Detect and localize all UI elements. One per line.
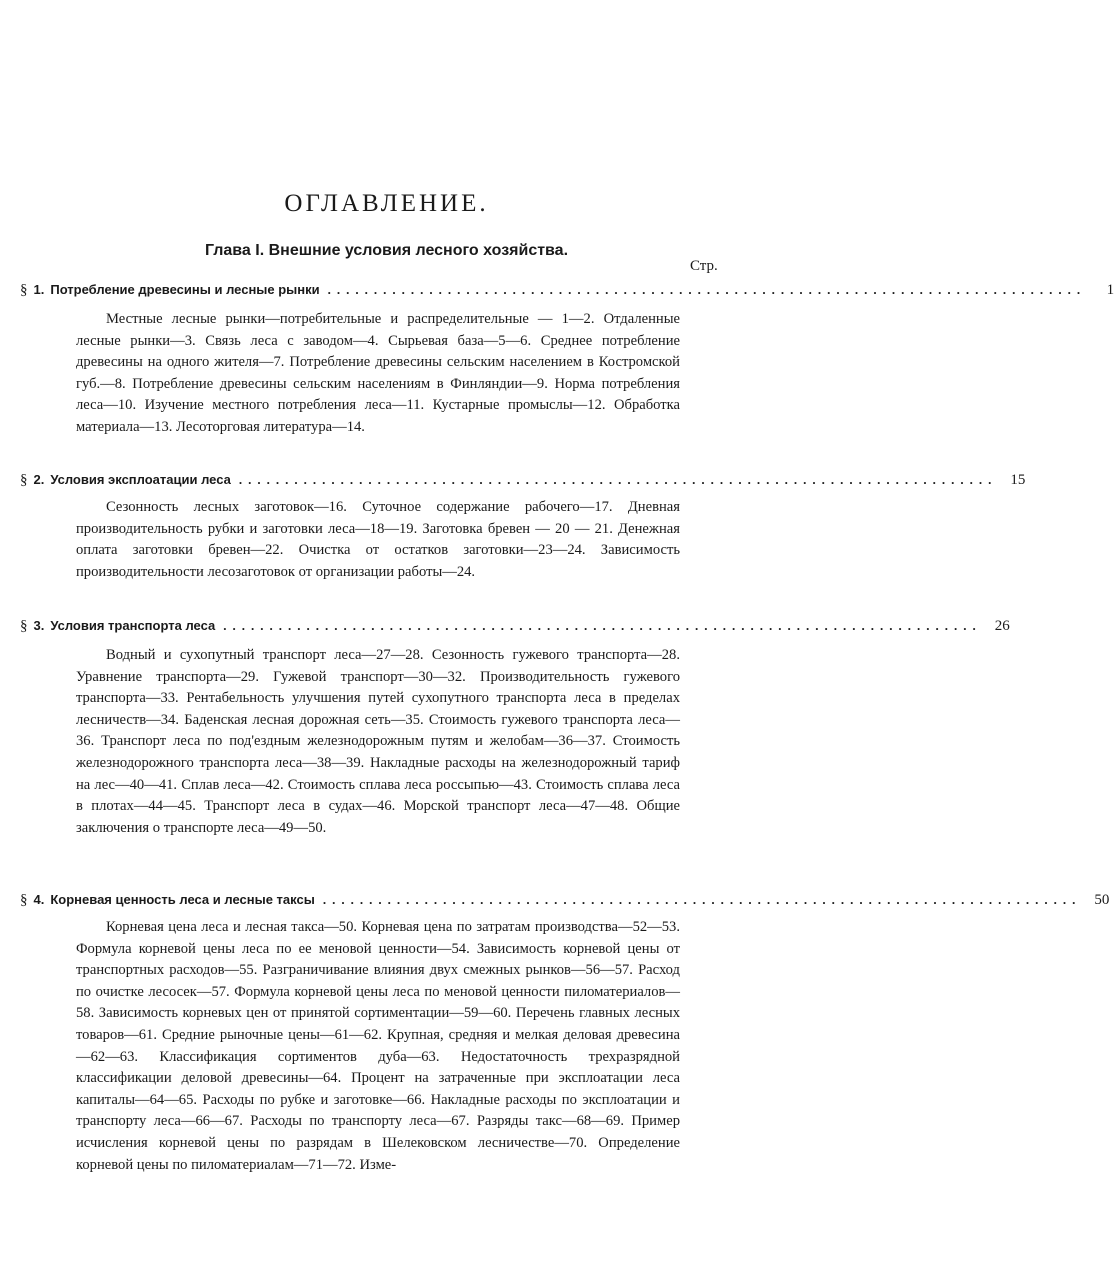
section-number: 3. — [33, 618, 45, 633]
section-number: 1. — [33, 282, 45, 297]
section-mark: § — [20, 472, 28, 488]
section-mark: § — [20, 892, 28, 908]
section-page: 26 — [994, 618, 1010, 634]
section-mark: § — [20, 618, 28, 634]
page-column-label: Стр. — [690, 258, 718, 274]
page-title: ОГЛАВЛЕНИЕ. — [284, 190, 489, 217]
dot-leader: .................................................................................. — [322, 892, 1082, 907]
section-page: 15 — [1010, 472, 1026, 488]
section-page: 1 — [1106, 282, 1114, 298]
chapter-title: Глава I. Внешние условия лесного хозяйства. — [204, 242, 569, 259]
section-summary-2: Сезонность лесных заготовок—16. Суточное содержание рабочего—17. Дневная производительность рубки и заготовки леса—18—19. Заготовка бревен — 20 — 21. Денежная оплата заготовки бревен—22. Очистка от остатков заготовки—23—24. Зависимость производительности лесозаготовок от организации работы—24. — [76, 499, 680, 580]
section-title: Корневая ценность леса и лесные таксы — [50, 892, 315, 907]
section-summary-1: Местные лесные рынки—потребительные и распределительные — 1—2. Отдаленные лесные рынки—3. Связь леса с заводом—4. Сырьевая база—5—6. Среднее потребление древесины на одного жителя—7. Потребление древесины сельским населением в Костромской губ.—8. Потребление древесины сельским населениям в Финляндии—9. Норма потребления леса—10. Изучение местного потребления леса—11. Кустарные промыслы—12. Обработка материала—13. Лесоторговая литература—14. — [76, 311, 680, 435]
section-title: Условия эксплоатации леса — [50, 472, 231, 487]
section-page: 50 — [1094, 892, 1110, 908]
toc-entry-1 — [20, 282, 1114, 302]
section-title: Условия транспорта леса — [50, 618, 216, 633]
toc-entry-2 — [20, 472, 1026, 492]
section-summary-3: Водный и сухопутный транспорт леса—27—28. Сезонность гужевого транспорта—28. Уравнение транспорта—29. Гужевой транспорт—30—32. Производительность гужевого транспорта—33. Рентабельность улучшения путей сухопутного транспорта леса в пределах лесничеств—34. Баденская лесная дорожная сеть—35. Стоимость гужевого транспорта леса—36. Транспорт леса по под'ездным железнодорожным путям и желобам—36—37. Стоимость железнодорожного транспорта леса—38—39. Накладные расходы на железнодорожный тариф на лес—40—41. Сплав леса—42. Стоимость сплава леса россыпью—43. Стоимость сплава леса в плотах—44—45. Транспорт леса в судах—46. Морской транспорт леса—47—48. Общие заключения о транспорте леса—49—50. — [76, 647, 680, 836]
dot-leader: .................................................................................. — [327, 282, 1087, 297]
dot-leader: .................................................................................. — [223, 618, 982, 633]
toc-entry-4 — [20, 892, 1110, 912]
dot-leader: .................................................................................. — [238, 472, 998, 487]
section-summary-4: Корневая цена леса и лесная такса—50. Корневая цена по затратам производства—52—53. Формула корневой цены леса по ее меновой ценности—54. Зависимость корневой цены от транспортных расходов—55. Разграничивание влияния двух смежных рынков—56—57. Расход по очистке лесосек—57. Формула корневой цены леса по меновой ценности пиломатериалов—58. Зависимость корневых цен от принятой сортиментации—59—60. Перечень главных лесных товаров—61. Средние рыночные цены—61—62. Крупная, средняя и мелкая деловая древесина—62—63. Классификация сортиментов дуба—63. Недостаточность трехразрядной классификации деловой древесины—64. Процент на затраченные при эксплоатации леса капиталы—64—65. Расходы по рубке и заготовке—66. Накладные расходы по эксплоатации и транспорту леса—66—67. Расходы по транспорту леса—67. Разряды такс—68—69. Пример исчисления корневой цены по разрядам в Шелековском лесничестве—70. Определение корневой цены по пиломатериалам—71—72. Изме- — [76, 919, 680, 1173]
section-title: Потребление древесины и лесные рынки — [50, 282, 320, 297]
section-number: 4. — [33, 892, 45, 907]
toc-entry-3 — [20, 618, 1010, 638]
section-mark: § — [20, 282, 28, 298]
section-number: 2. — [33, 472, 45, 487]
